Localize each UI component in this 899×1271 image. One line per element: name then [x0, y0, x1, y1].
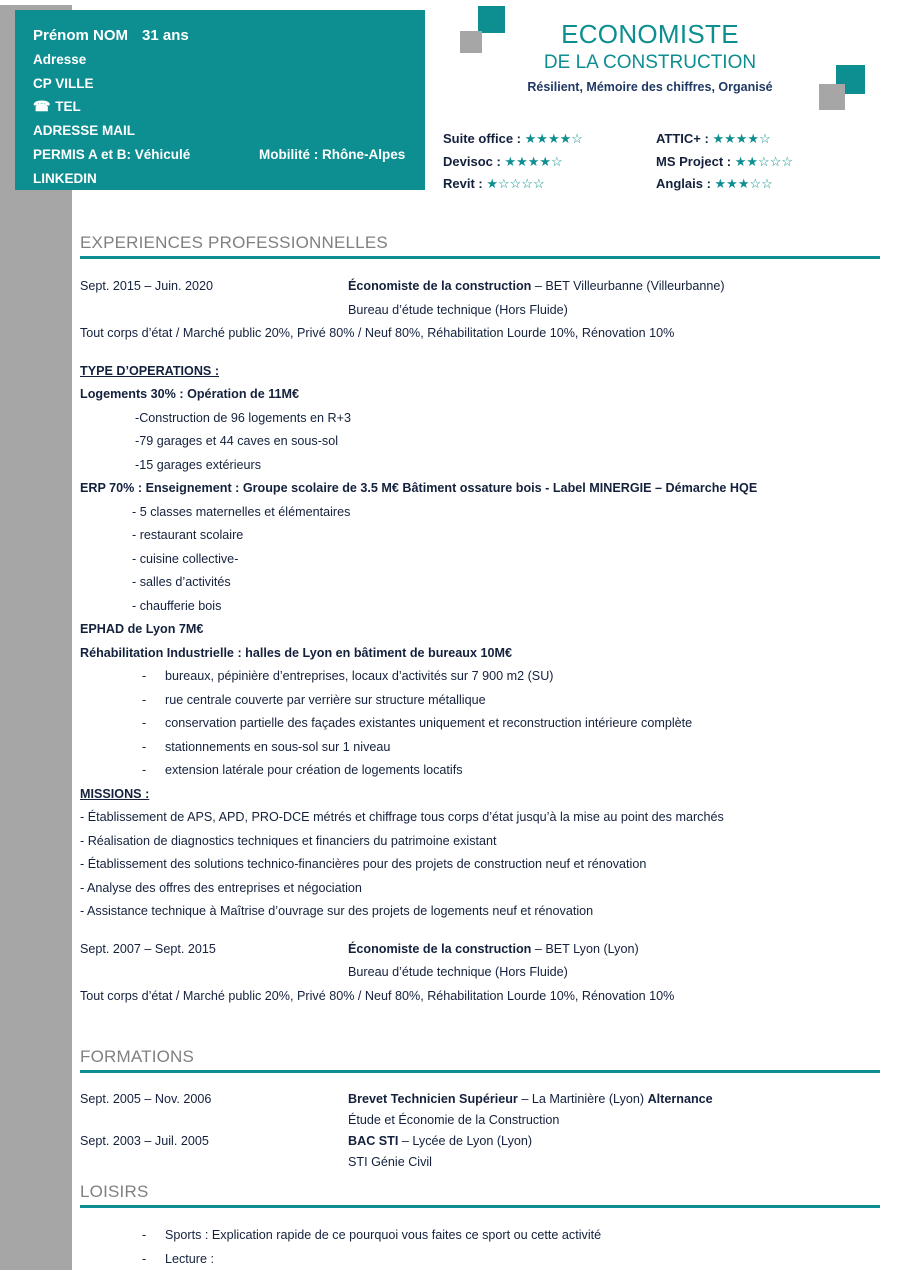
skill-row [443, 173, 883, 196]
contact-mobility: Mobilité : Rhône-Alpes [259, 143, 405, 167]
contact-name: Prénom NOM [33, 27, 128, 44]
contact-phone: TEL [55, 99, 81, 114]
left-gray-band [0, 5, 72, 1270]
job-title-sub: DE LA CONSTRUCTION [440, 50, 860, 76]
operation-item: - salles d’activités [80, 571, 880, 595]
bullet-text: conservation partielle des façades existantes uniquement et reconstruction intérieure complète [165, 716, 692, 730]
loisir-bullet [80, 1248, 880, 1271]
operation-bullet [80, 736, 880, 760]
job-title-main: ECONOMISTE [440, 18, 860, 50]
contact-address: Adresse [33, 48, 425, 72]
skill-stars: ★★★★☆ [504, 154, 562, 169]
mission-item: - Établissement des solutions technico-financières pour des projets de construction neuf et rénovation [80, 853, 880, 877]
skill-label: Anglais : [656, 176, 711, 191]
contact-card [15, 10, 425, 190]
bullet-text: stationnements en sous-sol sur 1 niveau [165, 740, 390, 754]
skill-devisoc [443, 151, 656, 174]
contact-linkedin[interactable]: LINKEDIN [33, 167, 425, 191]
skill-label: Revit : [443, 176, 483, 191]
tagline: Résilient, Mémoire des chiffres, Organisé [440, 76, 860, 98]
job-role: Économiste de la construction [348, 279, 531, 293]
formation-dates: Sept. 2003 – Juil. 2005 [80, 1131, 209, 1152]
formation-dates: Sept. 2005 – Nov. 2006 [80, 1089, 211, 1110]
mission-item: - Analyse des offres des entreprises et négociation [80, 877, 880, 901]
operation-bullet [80, 712, 880, 736]
operations-heading: TYPE D’OPERATIONS : [80, 360, 880, 384]
operation-item: - chaufferie bois [80, 595, 880, 619]
job-subtitle-row [80, 961, 880, 985]
job-dates: Sept. 2007 – Sept. 2015 [80, 938, 216, 962]
decorative-square-gray-right [819, 84, 845, 110]
operation-item: -79 garages et 44 caves en sous-sol [80, 430, 880, 454]
job-header-row [80, 275, 880, 299]
skill-stars: ★★★★☆ [712, 131, 770, 146]
bullet-text: Lecture : [165, 1252, 214, 1266]
section-title-loisirs: LOISIRS [80, 1181, 880, 1205]
skill-row [443, 128, 883, 151]
job-header-row [80, 938, 880, 962]
formation-row [80, 1131, 880, 1152]
bullet-dash: - [142, 665, 146, 689]
skill-stars: ★★★☆☆ [715, 176, 773, 191]
section-rule [80, 256, 880, 259]
formation-detail: Étude et Économie de la Construction [348, 1110, 559, 1131]
telephone-icon: ☎ [33, 98, 51, 114]
skill-attic-plus [656, 128, 869, 151]
job-company: – BET Villeurbanne (Villeurbanne) [531, 279, 724, 293]
bullet-text: extension latérale pour création de logements locatifs [165, 763, 463, 777]
job-role-line [348, 938, 639, 962]
contact-email: ADRESSE MAIL [33, 119, 425, 143]
contact-permis: PERMIS A et B: Véhiculé [33, 147, 190, 162]
job-dates: Sept. 2015 – Juin. 2020 [80, 275, 213, 299]
operation-heading-erp: ERP 70% : Enseignement : Groupe scolaire de 3.5 M€ Bâtiment ossature bois - Label MINERGIE – Démarche HQE [80, 477, 880, 501]
operation-item: - cuisine collective- [80, 548, 880, 572]
formation-degree: Brevet Technicien Supérieur [348, 1092, 518, 1106]
skill-stars: ★★★★☆ [525, 131, 583, 146]
formation-degree-line [348, 1131, 532, 1152]
formations-body [80, 1081, 880, 1173]
skill-stars: ★★☆☆☆ [735, 154, 793, 169]
operation-bullet [80, 665, 880, 689]
section-title-formations: FORMATIONS [80, 1046, 880, 1070]
operation-bullet [80, 689, 880, 713]
skill-label: ATTIC+ : [656, 131, 709, 146]
loisir-bullet [80, 1224, 880, 1248]
formation-school: – La Martinière (Lyon) [518, 1092, 648, 1106]
mission-item: - Réalisation de diagnostics techniques et financiers du patrimoine existant [80, 830, 880, 854]
job-subtitle-row [80, 299, 880, 323]
contact-city: CP VILLE [33, 72, 425, 96]
operation-item: -Construction de 96 logements en R+3 [80, 407, 880, 431]
skill-label: Devisoc : [443, 154, 501, 169]
decorative-square-gray-top [460, 31, 482, 53]
missions-heading: MISSIONS : [80, 783, 880, 807]
experience-body [80, 267, 880, 1008]
bullet-dash: - [142, 712, 146, 736]
section-loisirs [80, 1181, 880, 1271]
formation-detail: STI Génie Civil [348, 1152, 432, 1173]
skill-label: MS Project : [656, 154, 731, 169]
decorative-square-teal-top [478, 6, 505, 33]
skill-ms-project [656, 151, 869, 174]
job-role-line [348, 275, 725, 299]
contact-permis-line [33, 143, 425, 167]
loisirs-body [80, 1216, 880, 1271]
job-summary: Tout corps d’état / Marché public 20%, Privé 80% / Neuf 80%, Réhabilitation Lourde 10%, Rénovation 10% [80, 322, 880, 346]
bullet-dash: - [142, 689, 146, 713]
formation-detail-row [80, 1152, 880, 1173]
contact-phone-line [33, 95, 425, 119]
section-experience [80, 232, 880, 1008]
formation-school: – Lycée de Lyon (Lyon) [398, 1134, 532, 1148]
bullet-dash: - [142, 759, 146, 783]
skill-suite-office [443, 128, 656, 151]
operation-heading-ephad: EPHAD de Lyon 7M€ [80, 618, 880, 642]
skill-label: Suite office : [443, 131, 521, 146]
contact-name-line [33, 24, 425, 48]
operation-item: - 5 classes maternelles et élémentaires [80, 501, 880, 525]
skills-block [443, 128, 883, 196]
job-subtitle: Bureau d’étude technique (Hors Fluide) [348, 961, 568, 985]
skill-stars: ★☆☆☆☆ [486, 176, 544, 191]
operation-item: -15 garages extérieurs [80, 454, 880, 478]
section-rule [80, 1070, 880, 1073]
bullet-dash: - [142, 736, 146, 760]
operation-item: - restaurant scolaire [80, 524, 880, 548]
section-title-experience: EXPERIENCES PROFESSIONNELLES [80, 232, 880, 256]
operation-heading-logements: Logements 30% : Opération de 11M€ [80, 383, 880, 407]
bullet-dash: - [142, 1248, 146, 1271]
operation-heading-rehab: Réhabilitation Industrielle : halles de Lyon en bâtiment de bureaux 10M€ [80, 642, 880, 666]
section-rule [80, 1205, 880, 1208]
formation-degree: BAC STI [348, 1134, 398, 1148]
section-formations [80, 1046, 880, 1173]
bullet-text: rue centrale couverte par verrière sur structure métallique [165, 693, 486, 707]
bullet-text: bureaux, pépinière d’entreprises, locaux d’activités sur 7 900 m2 (SU) [165, 669, 554, 683]
mission-item: - Assistance technique à Maîtrise d’ouvrage sur des projets de logements neuf et rénovation [80, 900, 880, 924]
job-subtitle: Bureau d’étude technique (Hors Fluide) [348, 299, 568, 323]
job-company: – BET Lyon (Lyon) [531, 942, 638, 956]
formation-mode: Alternance [648, 1092, 713, 1106]
job-summary: Tout corps d’état / Marché public 20%, Privé 80% / Neuf 80%, Réhabilitation Lourde 10%, Rénovation 10% [80, 985, 880, 1009]
skill-revit [443, 173, 656, 196]
skill-anglais [656, 173, 869, 196]
mission-item: - Établissement de APS, APD, PRO-DCE métrés et chiffrage tous corps d’état jusqu’à la mise au point des marchés [80, 806, 880, 830]
bullet-dash: - [142, 1224, 146, 1248]
operation-bullet [80, 759, 880, 783]
skill-row [443, 151, 883, 174]
formation-detail-row [80, 1110, 880, 1131]
formation-degree-line [348, 1089, 713, 1110]
bullet-text: Sports : Explication rapide de ce pourquoi vous faites ce sport ou cette activité [165, 1228, 601, 1242]
formation-row [80, 1089, 880, 1110]
contact-age: 31 ans [142, 27, 189, 44]
job-role: Économiste de la construction [348, 942, 531, 956]
